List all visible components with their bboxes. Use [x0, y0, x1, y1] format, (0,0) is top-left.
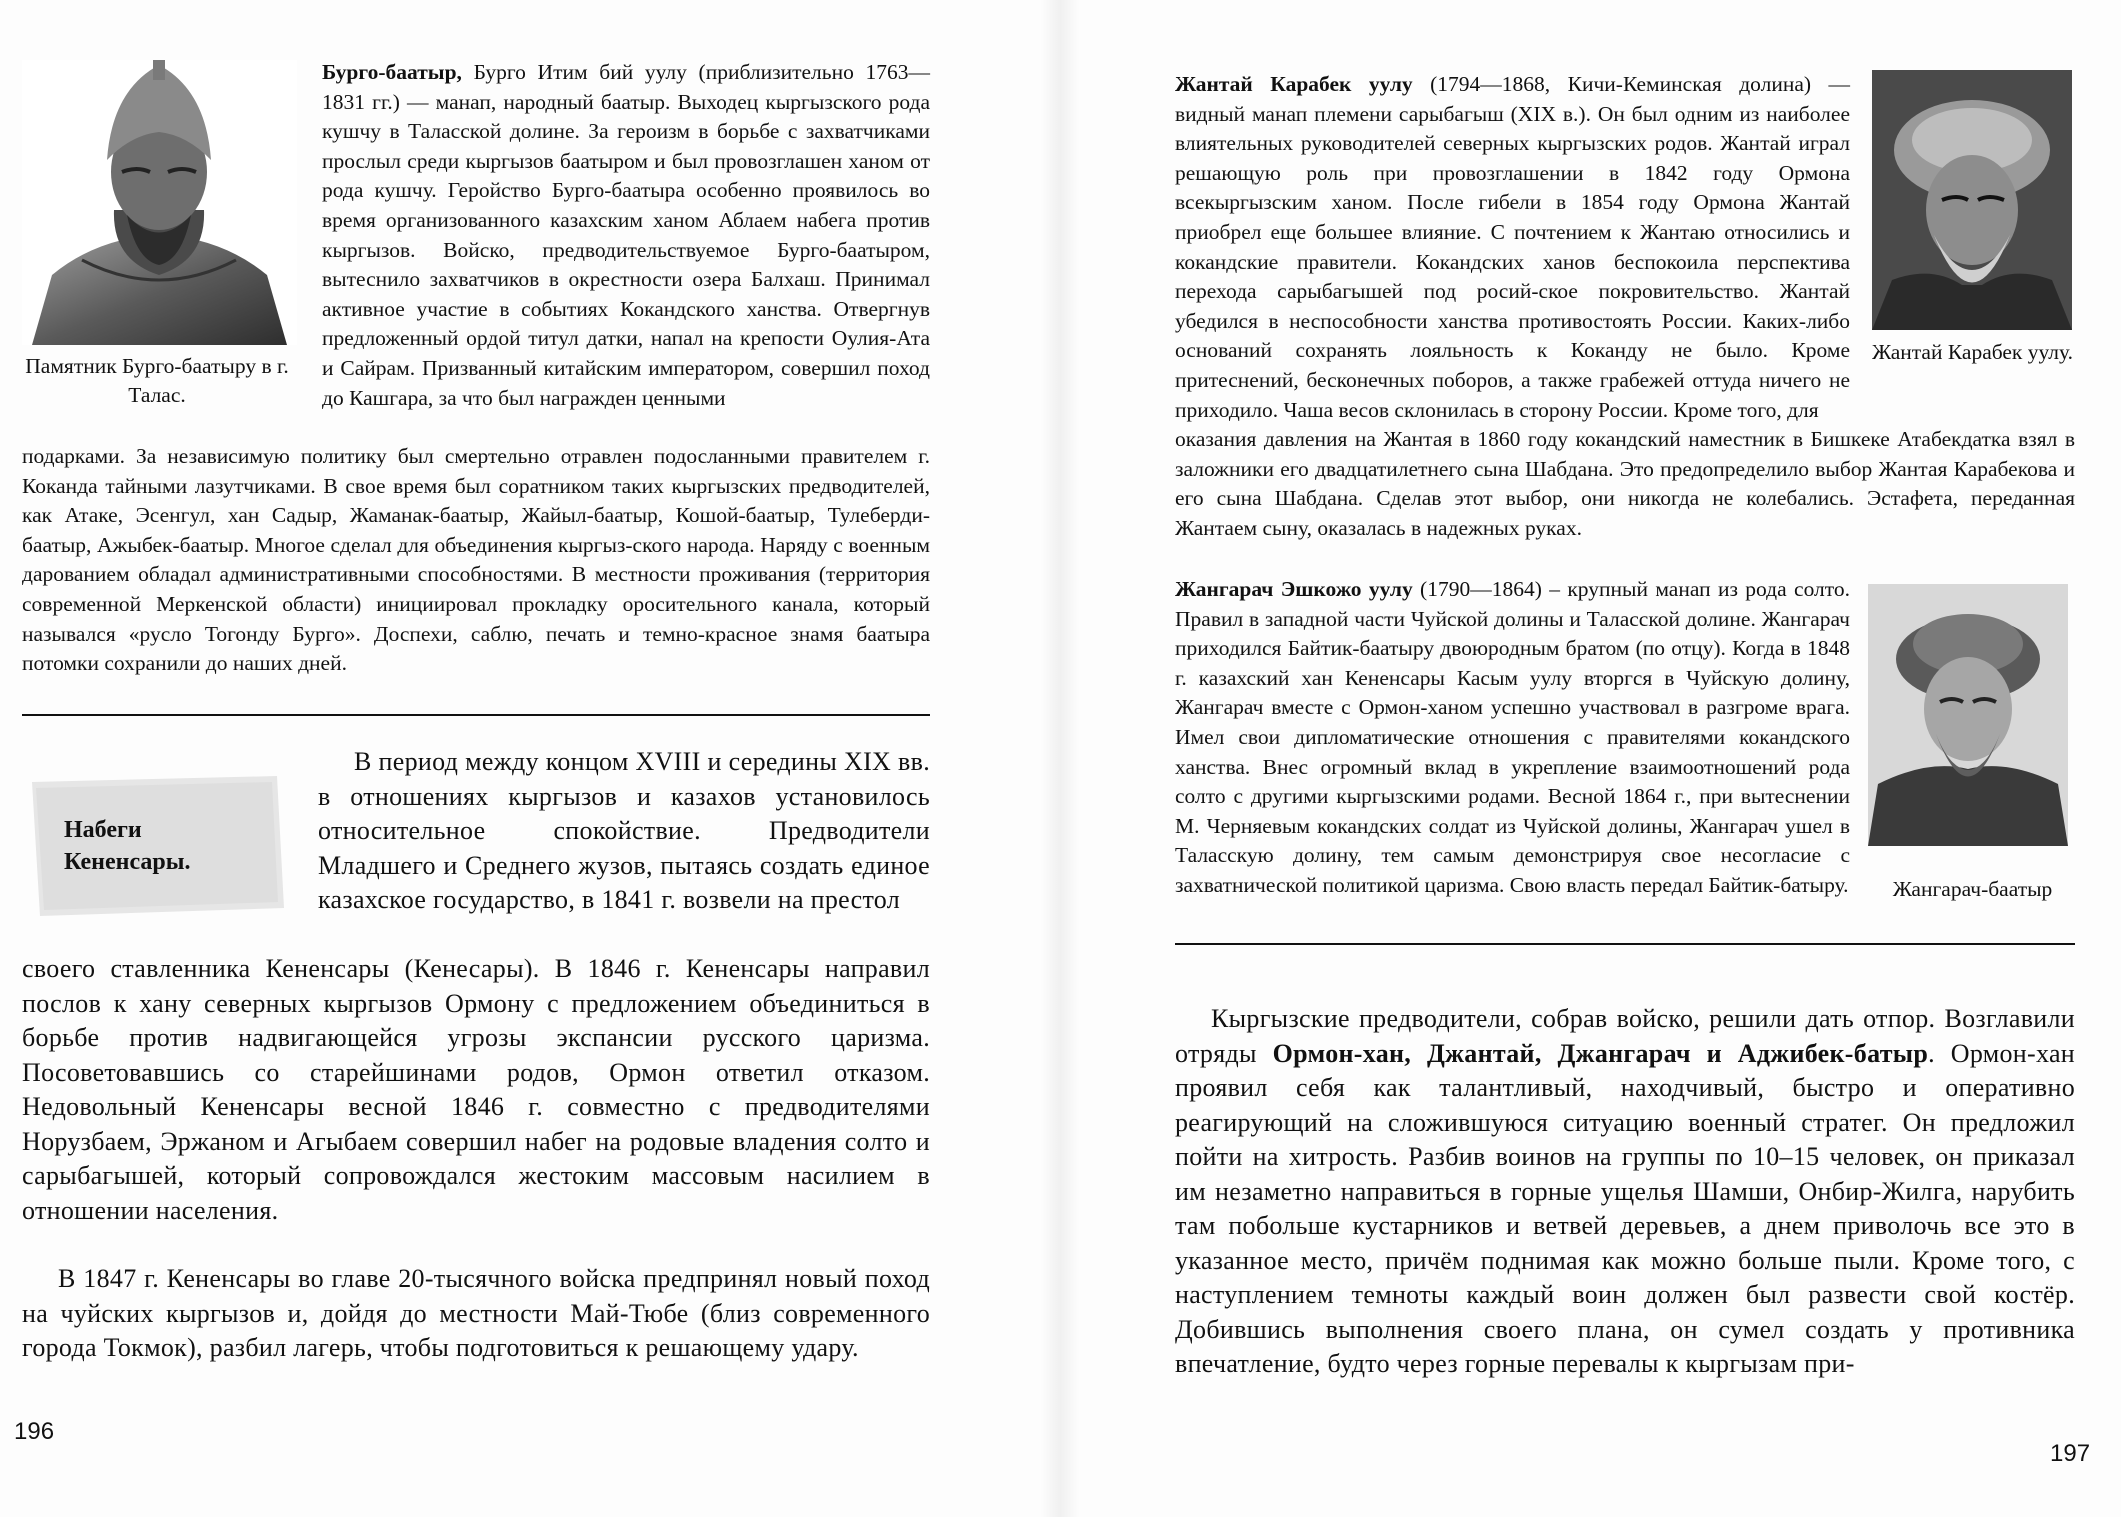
jangarach-name: Жангарач Эшкожо уулу	[1175, 577, 1413, 601]
main-right-text-2: . Ормон-хан проявил себя как талантливый, находчивый, быстро и оперативно реагирующий на сложившуюся ситуацию военный стратег. Он предложил пойти на хитрость. Разбив воинов на группы по 10–15 человек, он приказал им незаметно направиться в горные ущелья Шамши, Онбир-Жилга, нарубить там побольше кустарников и ветвей деревьев, а днем приволочь все это в указанное место, причём поднимая как можно больше пыли. Кроме того, с наступлением темноты каждый воин должен был развести свой костёр. Добившись выполнения своего плана, он сумел создать у противника впечатление, будто через горные перевалы к кыргызам при-	[1175, 1038, 2075, 1378]
jangarach-bio	[1175, 575, 1850, 901]
right-page	[1060, 0, 2121, 1517]
section-divider-right	[1175, 943, 2075, 945]
burgo-caption: Памятник Бурго-баатыру в г. Талас.	[25, 354, 289, 407]
main-paragraph-1-top: В период между концом XVIII и середины XIX вв. в отношениях кыргызов и казахов установилось относительное спокойствие. Предводители Младшего и Среднего жузов, пытаясь создать единое казахское государство, в 1841 г. возвели на престол	[318, 747, 930, 914]
main-right-text-1: Кыргызские предводители, собрав войско, решили дать отпор. Возглавили отряды	[1175, 1004, 2075, 1068]
left-page	[0, 0, 1060, 1517]
section-divider	[22, 714, 930, 716]
margin-note-label: Набеги Кененсары.	[64, 817, 191, 875]
page-number-left: 196	[14, 1418, 55, 1445]
main-paragraph-2: В 1847 г. Кененсары во главе 20-тысячного войска предпринял новый поход на чуйских кыргызов и, дойдя до местности Май-Тюбе (близ современного города Токмок), разбил лагерь, чтобы подготовиться к решающему удару.	[22, 1264, 930, 1362]
main-right-leaders: Ормон-хан, Джантай, Джангарач и Аджибек-батыр	[1272, 1038, 1929, 1068]
jantai-caption: Жантай Карабек уулу.	[1871, 340, 2074, 364]
main-paragraph-1-rest: своего ставленника Кененсары (Кенесары). В 1846 г. Кененсары направил послов к хану северных кыргызов Ормону с предложением объединиться в борьбе против надвигающейся угрозы экспансии русского царизма. Посоветовавшись со старейшинами родов, Ормон ответил отказом. Недовольный Кененсары весной 1846 г. совместно с предводителями Норузбаем, Эржаном и Агыбаем совершил набег на родовые владения солто и сарыбагышей, который сопровождался жестоким массовым насилием в отношении населения.	[22, 954, 930, 1225]
burgo-intro-text: Бурго Итим бий уулу (приблизительно 1763—1831 гг.) — манап, народный баатыр. Выходец кыргызского рода кушчу в Таласской долине. За героизм в борьбе с захватчиками прослыл среди кыргызов баатыром и был провозглашен ханом от рода кушчу. Геройство Бурго-баатыра особенно проявилось во время организованного казахским ханом Аблаем набега против кыргызов. Войско, предводительствуемое Бурго-баатыром, вытеснило захватчиков в окрестности озера Балхаш. Принимал активное участие в событиях Кокандского ханства. Отвергнув предложенный ордой титул датки, напал на крепости Оулия-Ата и Сайрам. Призванный китайским императором, совершил поход до Кашгара, за что был награжден ценными	[322, 60, 930, 410]
jantai-portrait	[1872, 70, 2072, 330]
burgo-monument-photo	[22, 60, 297, 345]
burgo-name: Бурго-баатыр,	[322, 60, 462, 84]
jantai-name: Жантай Карабек уулу	[1175, 72, 1413, 96]
jangarach-portrait	[1868, 584, 2068, 846]
jangarach-text: (1790—1864) – крупный манап из рода солто. Правил в западной части Чуйской долины и Таласской долине. Жангарач приходился Байтик-баатыру двоюродным братом (по отцу). Когда в 1848 г. казахский хан Кененсары Касым уулу вторгся в Чуйскую долину, Жангарач вместе с Ормон-ханом успешно участвовал в разгроме врага. Имел свои дипломатические отношения с правителями кокандского ханства. Внес огромный вклад в укрепление взаимоотношений рода солто с другими кыргызскими родами. Весной 1864 г., при вытеснении М. Черняевым кокандских солдат из Чуйской долины, Жангарач ушел в Таласскую долину, тем самым демонстрируя свое несогласие с захватнической политикой царизма. Свою власть передал Байтик-батыру.	[1175, 577, 1850, 897]
jantai-bio-top	[1175, 70, 1850, 425]
burgo-bio-rest: подарками. За независимую политику был смертельно отравлен подосланными правителем г. Коканда тайными лазутчиками. В свое время был соратником таких кыргызских предводителей, как Атаке, Эсенгул, хан Садыр, Жаманак-баатыр, Жайыл-баатыр, Кошой-баатыр, Тулеберди-баатыр, Ажыбек-баатыр. Многое сделал для объединения кыргыз-ского народа. Наряду с военным дарованием обладал административными способностями. В местности проживания (территория современной Меркенской области) инициировал прокладку оросительного канала, который назывался «русло Тогонду Бурго». Доспехи, саблю, печать и темно-красное знамя баатыра потомки сохранили до наших дней.	[22, 444, 930, 676]
burgo-bio-top	[322, 58, 930, 413]
jantai-bio-rest: оказания давления на Жантая в 1860 году кокандский наместник в Бишкеке Атабекдатка взял в заложники его двадцатилетнего сына Шабдана. Это предопределило выбор Жантая Карабекова и его сына Шабдана. Сделав этот выбор, они никогда не колебались. Эстафета, переданная Жантаем сыну, оказалась в надежных руках.	[1175, 427, 2075, 540]
margin-note	[22, 770, 287, 920]
main-paragraph-right	[1175, 1002, 2075, 1382]
jantai-intro-text: (1794—1868, Кичи-Кеминская долина) — видный манап племени сарыбагыш (XIX в.). Он был одним из наиболее влиятельных руководителей северных кыргызских родов. Жантай играл решающую роль при провозглашении в 1842 году Ормона всекыргызским ханом. После гибели в 1854 году Ормона Жантай приобрел еще большее влияние. С почтением к Жантаю относились и кокандские правители. Кокандских ханов беспокоила перспектива перехода сарыбагышей под росий-ское покровительство. Жантай убедился в неспособности ханства противостоять России. Каких-либо оснований сохранять лояльность к Коканду не было. Кроме притеснений, бесконечных поборов, а также грабежей оттуда ничего не приходило. Чаша весов склонилась в сторону России. Кроме того, для	[1175, 72, 1851, 422]
jangarach-caption: Жангарач-баатыр	[1892, 877, 2053, 901]
page-number-right: 197	[2050, 1440, 2091, 1467]
